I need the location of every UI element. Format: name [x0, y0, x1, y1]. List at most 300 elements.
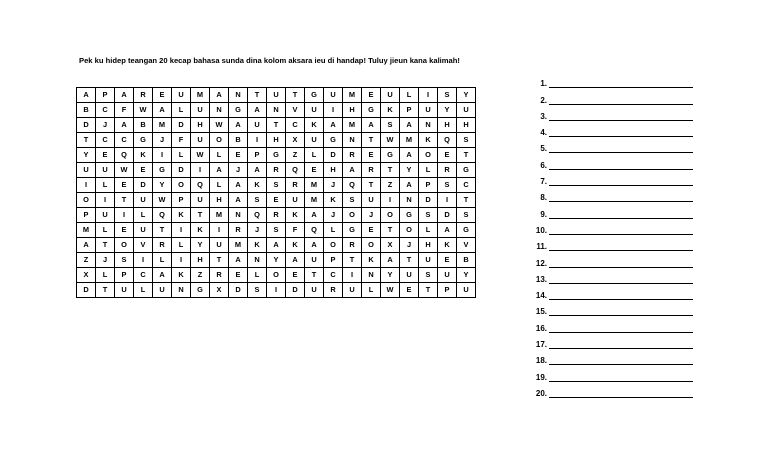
grid-cell[interactable]: Z — [381, 178, 400, 193]
grid-cell[interactable]: N — [172, 283, 191, 298]
grid-cell[interactable]: U — [305, 253, 324, 268]
grid-cell[interactable]: D — [286, 283, 305, 298]
grid-cell[interactable]: A — [324, 118, 343, 133]
grid-cell[interactable]: Q — [343, 178, 362, 193]
grid-cell[interactable]: L — [172, 148, 191, 163]
grid-cell[interactable]: L — [324, 223, 343, 238]
grid-cell[interactable]: Y — [77, 148, 96, 163]
grid-cell[interactable]: L — [419, 163, 438, 178]
grid-cell[interactable]: I — [77, 178, 96, 193]
grid-cell[interactable]: U — [96, 208, 115, 223]
grid-cell[interactable]: A — [229, 193, 248, 208]
grid-cell[interactable]: I — [191, 163, 210, 178]
grid-cell[interactable]: P — [438, 283, 457, 298]
grid-cell[interactable]: G — [324, 133, 343, 148]
grid-cell[interactable]: Q — [153, 208, 172, 223]
grid-cell[interactable]: L — [248, 268, 267, 283]
grid-cell[interactable]: U — [134, 223, 153, 238]
grid-cell[interactable]: U — [305, 103, 324, 118]
grid-cell[interactable]: Z — [286, 148, 305, 163]
grid-cell[interactable]: L — [172, 103, 191, 118]
grid-cell[interactable]: L — [305, 148, 324, 163]
grid-cell[interactable]: L — [96, 178, 115, 193]
grid-cell[interactable]: R — [362, 163, 381, 178]
grid-cell[interactable]: J — [400, 238, 419, 253]
grid-cell[interactable]: W — [191, 148, 210, 163]
grid-cell[interactable]: U — [191, 193, 210, 208]
grid-cell[interactable]: U — [191, 133, 210, 148]
grid-cell[interactable]: G — [457, 223, 476, 238]
grid-cell[interactable]: R — [343, 238, 362, 253]
grid-cell[interactable]: O — [115, 238, 134, 253]
grid-cell[interactable]: T — [381, 163, 400, 178]
grid-cell[interactable]: T — [286, 88, 305, 103]
answer-blank-line[interactable] — [549, 224, 693, 235]
grid-cell[interactable]: A — [343, 163, 362, 178]
grid-cell[interactable]: S — [419, 208, 438, 223]
grid-cell[interactable]: U — [400, 268, 419, 283]
grid-cell[interactable]: W — [210, 118, 229, 133]
grid-cell[interactable]: G — [134, 133, 153, 148]
grid-cell[interactable]: T — [115, 193, 134, 208]
grid-cell[interactable]: T — [153, 223, 172, 238]
grid-cell[interactable]: D — [438, 208, 457, 223]
grid-cell[interactable]: P — [400, 103, 419, 118]
grid-cell[interactable]: B — [229, 133, 248, 148]
grid-cell[interactable]: N — [248, 253, 267, 268]
grid-cell[interactable]: M — [191, 88, 210, 103]
grid-cell[interactable]: D — [172, 163, 191, 178]
grid-cell[interactable]: E — [362, 148, 381, 163]
grid-cell[interactable]: T — [362, 178, 381, 193]
grid-cell[interactable]: P — [419, 178, 438, 193]
grid-cell[interactable]: L — [96, 268, 115, 283]
grid-cell[interactable]: R — [134, 88, 153, 103]
grid-cell[interactable]: T — [343, 253, 362, 268]
grid-cell[interactable]: E — [115, 178, 134, 193]
answer-blank-line[interactable] — [549, 289, 693, 300]
grid-cell[interactable]: M — [400, 133, 419, 148]
grid-cell[interactable]: G — [343, 223, 362, 238]
grid-cell[interactable]: A — [115, 88, 134, 103]
grid-cell[interactable]: G — [457, 163, 476, 178]
grid-cell[interactable]: I — [248, 133, 267, 148]
grid-cell[interactable]: K — [191, 223, 210, 238]
grid-cell[interactable]: I — [153, 148, 172, 163]
grid-cell[interactable]: U — [115, 283, 134, 298]
grid-cell[interactable]: I — [115, 208, 134, 223]
grid-cell[interactable]: W — [381, 283, 400, 298]
grid-cell[interactable]: U — [362, 193, 381, 208]
grid-cell[interactable]: Y — [381, 268, 400, 283]
grid-cell[interactable]: T — [419, 283, 438, 298]
grid-cell[interactable]: T — [457, 148, 476, 163]
grid-cell[interactable]: V — [457, 238, 476, 253]
grid-cell[interactable]: T — [305, 268, 324, 283]
grid-cell[interactable]: E — [400, 283, 419, 298]
answer-blank-line[interactable] — [549, 240, 693, 251]
grid-cell[interactable]: X — [77, 268, 96, 283]
grid-cell[interactable]: N — [362, 268, 381, 283]
grid-cell[interactable]: K — [362, 253, 381, 268]
grid-cell[interactable]: J — [362, 208, 381, 223]
grid-cell[interactable]: F — [286, 223, 305, 238]
grid-cell[interactable]: M — [305, 178, 324, 193]
grid-cell[interactable]: C — [96, 133, 115, 148]
answer-blank-line[interactable] — [549, 191, 693, 202]
grid-cell[interactable]: Z — [191, 268, 210, 283]
answer-blank-line[interactable] — [549, 354, 693, 365]
grid-cell[interactable]: C — [286, 118, 305, 133]
grid-cell[interactable]: O — [362, 238, 381, 253]
grid-cell[interactable]: E — [438, 148, 457, 163]
grid-cell[interactable]: O — [77, 193, 96, 208]
grid-cell[interactable]: B — [457, 253, 476, 268]
grid-cell[interactable]: U — [419, 253, 438, 268]
grid-cell[interactable]: T — [96, 238, 115, 253]
grid-cell[interactable]: S — [438, 178, 457, 193]
grid-cell[interactable]: J — [324, 208, 343, 223]
grid-cell[interactable]: G — [381, 148, 400, 163]
grid-cell[interactable]: S — [248, 283, 267, 298]
grid-cell[interactable]: S — [419, 268, 438, 283]
grid-cell[interactable]: S — [457, 208, 476, 223]
grid-cell[interactable]: A — [305, 238, 324, 253]
grid-cell[interactable]: E — [115, 223, 134, 238]
grid-cell[interactable]: P — [77, 208, 96, 223]
grid-cell[interactable]: Q — [191, 178, 210, 193]
grid-cell[interactable]: O — [172, 178, 191, 193]
grid-cell[interactable]: K — [419, 133, 438, 148]
grid-cell[interactable]: D — [134, 178, 153, 193]
grid-cell[interactable]: Y — [438, 103, 457, 118]
grid-cell[interactable]: P — [96, 88, 115, 103]
grid-cell[interactable]: I — [343, 268, 362, 283]
answer-blank-line[interactable] — [549, 159, 693, 170]
grid-cell[interactable]: E — [267, 193, 286, 208]
grid-cell[interactable]: G — [267, 148, 286, 163]
grid-cell[interactable]: U — [96, 163, 115, 178]
grid-cell[interactable]: I — [324, 103, 343, 118]
grid-cell[interactable]: E — [229, 268, 248, 283]
answer-blank-line[interactable] — [549, 110, 693, 121]
grid-cell[interactable]: R — [286, 178, 305, 193]
grid-cell[interactable]: R — [210, 268, 229, 283]
answer-blank-line[interactable] — [549, 77, 693, 88]
grid-cell[interactable]: H — [457, 118, 476, 133]
grid-cell[interactable]: T — [77, 133, 96, 148]
grid-cell[interactable]: I — [438, 193, 457, 208]
grid-cell[interactable]: N — [343, 133, 362, 148]
grid-cell[interactable]: E — [286, 268, 305, 283]
answer-blank-line[interactable] — [549, 142, 693, 153]
grid-cell[interactable]: A — [400, 118, 419, 133]
grid-cell[interactable]: Q — [438, 133, 457, 148]
grid-cell[interactable]: A — [229, 178, 248, 193]
grid-cell[interactable]: G — [191, 283, 210, 298]
grid-cell[interactable]: K — [286, 208, 305, 223]
grid-cell[interactable]: D — [77, 283, 96, 298]
grid-cell[interactable]: J — [229, 163, 248, 178]
grid-cell[interactable]: Y — [191, 238, 210, 253]
grid-cell[interactable]: S — [248, 193, 267, 208]
grid-cell[interactable]: B — [77, 103, 96, 118]
grid-cell[interactable]: K — [134, 148, 153, 163]
grid-cell[interactable]: I — [96, 193, 115, 208]
grid-cell[interactable]: R — [153, 238, 172, 253]
grid-cell[interactable]: U — [191, 103, 210, 118]
grid-cell[interactable]: H — [191, 253, 210, 268]
grid-cell[interactable]: R — [267, 208, 286, 223]
answer-blank-line[interactable] — [549, 322, 693, 333]
grid-cell[interactable]: D — [229, 283, 248, 298]
grid-cell[interactable]: I — [381, 193, 400, 208]
grid-cell[interactable]: R — [343, 148, 362, 163]
grid-cell[interactable]: T — [362, 133, 381, 148]
grid-cell[interactable]: A — [77, 238, 96, 253]
answer-blank-line[interactable] — [549, 338, 693, 349]
grid-cell[interactable]: F — [115, 103, 134, 118]
grid-cell[interactable]: R — [438, 163, 457, 178]
grid-cell[interactable]: M — [343, 118, 362, 133]
grid-cell[interactable]: A — [381, 253, 400, 268]
grid-cell[interactable]: E — [229, 148, 248, 163]
grid-cell[interactable]: U — [134, 193, 153, 208]
grid-cell[interactable]: C — [134, 268, 153, 283]
grid-cell[interactable]: U — [457, 103, 476, 118]
grid-cell[interactable]: E — [134, 163, 153, 178]
grid-cell[interactable]: J — [96, 253, 115, 268]
grid-cell[interactable]: S — [115, 253, 134, 268]
grid-cell[interactable]: U — [172, 88, 191, 103]
grid-cell[interactable]: A — [286, 253, 305, 268]
grid-cell[interactable]: K — [324, 193, 343, 208]
grid-cell[interactable]: U — [324, 88, 343, 103]
grid-cell[interactable]: M — [343, 88, 362, 103]
grid-cell[interactable]: U — [343, 283, 362, 298]
grid-cell[interactable]: T — [400, 253, 419, 268]
grid-cell[interactable]: O — [419, 148, 438, 163]
answer-blank-line[interactable] — [549, 175, 693, 186]
grid-cell[interactable]: A — [305, 208, 324, 223]
grid-cell[interactable]: H — [267, 133, 286, 148]
grid-cell[interactable]: N — [229, 208, 248, 223]
grid-cell[interactable]: Y — [153, 178, 172, 193]
grid-cell[interactable]: A — [210, 163, 229, 178]
grid-cell[interactable]: L — [210, 178, 229, 193]
grid-cell[interactable]: R — [324, 283, 343, 298]
grid-cell[interactable]: K — [248, 238, 267, 253]
grid-cell[interactable]: G — [229, 103, 248, 118]
grid-cell[interactable]: L — [134, 283, 153, 298]
grid-cell[interactable]: L — [153, 253, 172, 268]
grid-cell[interactable]: A — [210, 88, 229, 103]
grid-cell[interactable]: U — [77, 163, 96, 178]
grid-cell[interactable]: X — [286, 133, 305, 148]
grid-cell[interactable]: O — [400, 223, 419, 238]
grid-cell[interactable]: U — [305, 133, 324, 148]
grid-cell[interactable]: A — [362, 118, 381, 133]
grid-cell[interactable]: A — [248, 163, 267, 178]
grid-cell[interactable]: E — [362, 88, 381, 103]
grid-cell[interactable]: L — [400, 88, 419, 103]
grid-cell[interactable]: O — [381, 208, 400, 223]
grid-cell[interactable]: X — [210, 283, 229, 298]
grid-cell[interactable]: J — [153, 133, 172, 148]
answer-blank-line[interactable] — [549, 126, 693, 137]
grid-cell[interactable]: X — [381, 238, 400, 253]
grid-cell[interactable]: S — [438, 88, 457, 103]
grid-cell[interactable]: S — [381, 118, 400, 133]
grid-cell[interactable]: D — [324, 148, 343, 163]
grid-cell[interactable]: W — [115, 163, 134, 178]
grid-cell[interactable]: E — [153, 88, 172, 103]
grid-cell[interactable]: C — [324, 268, 343, 283]
grid-cell[interactable]: L — [210, 148, 229, 163]
grid-cell[interactable]: T — [381, 223, 400, 238]
answer-blank-line[interactable] — [549, 257, 693, 268]
grid-cell[interactable]: C — [115, 133, 134, 148]
grid-cell[interactable]: W — [153, 193, 172, 208]
answer-blank-line[interactable] — [549, 371, 693, 382]
grid-cell[interactable]: G — [305, 88, 324, 103]
grid-cell[interactable]: N — [229, 88, 248, 103]
grid-cell[interactable]: V — [134, 238, 153, 253]
answer-blank-line[interactable] — [549, 387, 693, 398]
grid-cell[interactable]: L — [96, 223, 115, 238]
grid-cell[interactable]: A — [438, 223, 457, 238]
grid-cell[interactable]: H — [210, 193, 229, 208]
grid-cell[interactable]: I — [210, 223, 229, 238]
grid-cell[interactable]: S — [343, 193, 362, 208]
grid-cell[interactable]: M — [77, 223, 96, 238]
grid-cell[interactable]: K — [248, 178, 267, 193]
grid-cell[interactable]: U — [210, 238, 229, 253]
grid-cell[interactable]: S — [457, 133, 476, 148]
grid-cell[interactable]: B — [134, 118, 153, 133]
grid-cell[interactable]: I — [267, 283, 286, 298]
grid-cell[interactable]: U — [248, 118, 267, 133]
grid-cell[interactable]: H — [438, 118, 457, 133]
grid-cell[interactable]: L — [172, 238, 191, 253]
grid-cell[interactable]: Q — [305, 223, 324, 238]
grid-cell[interactable]: P — [324, 253, 343, 268]
grid-cell[interactable]: A — [400, 148, 419, 163]
grid-cell[interactable]: T — [267, 118, 286, 133]
grid-cell[interactable]: P — [115, 268, 134, 283]
grid-cell[interactable]: J — [248, 223, 267, 238]
grid-cell[interactable]: O — [267, 268, 286, 283]
grid-cell[interactable]: Y — [457, 268, 476, 283]
grid-cell[interactable]: Y — [400, 163, 419, 178]
grid-cell[interactable]: U — [381, 88, 400, 103]
grid-cell[interactable]: U — [305, 283, 324, 298]
answer-blank-line[interactable] — [549, 273, 693, 284]
grid-cell[interactable]: U — [438, 268, 457, 283]
grid-cell[interactable]: D — [419, 193, 438, 208]
grid-cell[interactable]: A — [400, 178, 419, 193]
grid-cell[interactable]: A — [248, 103, 267, 118]
grid-cell[interactable]: A — [77, 88, 96, 103]
grid-cell[interactable]: C — [457, 178, 476, 193]
grid-cell[interactable]: S — [267, 178, 286, 193]
grid-cell[interactable]: G — [362, 103, 381, 118]
grid-cell[interactable]: Q — [248, 208, 267, 223]
grid-cell[interactable]: W — [134, 103, 153, 118]
grid-cell[interactable]: U — [419, 103, 438, 118]
grid-cell[interactable]: P — [248, 148, 267, 163]
grid-cell[interactable]: S — [267, 223, 286, 238]
grid-cell[interactable]: N — [210, 103, 229, 118]
grid-cell[interactable]: Y — [457, 88, 476, 103]
grid-cell[interactable]: F — [172, 133, 191, 148]
grid-cell[interactable]: E — [305, 163, 324, 178]
grid-cell[interactable]: D — [77, 118, 96, 133]
grid-cell[interactable]: N — [419, 118, 438, 133]
grid-cell[interactable]: T — [210, 253, 229, 268]
grid-cell[interactable]: E — [438, 253, 457, 268]
grid-cell[interactable]: M — [153, 118, 172, 133]
grid-cell[interactable]: R — [229, 223, 248, 238]
grid-cell[interactable]: M — [305, 193, 324, 208]
grid-cell[interactable]: O — [324, 238, 343, 253]
grid-cell[interactable]: R — [267, 163, 286, 178]
grid-cell[interactable]: K — [438, 238, 457, 253]
grid-cell[interactable]: A — [267, 238, 286, 253]
answer-blank-line[interactable] — [549, 208, 693, 219]
grid-cell[interactable]: Q — [286, 163, 305, 178]
grid-cell[interactable]: W — [381, 133, 400, 148]
grid-cell[interactable]: M — [229, 238, 248, 253]
grid-cell[interactable]: H — [343, 103, 362, 118]
grid-cell[interactable]: I — [419, 88, 438, 103]
grid-cell[interactable]: I — [172, 223, 191, 238]
grid-cell[interactable]: E — [96, 148, 115, 163]
grid-cell[interactable]: V — [286, 103, 305, 118]
grid-cell[interactable]: J — [324, 178, 343, 193]
grid-cell[interactable]: Y — [267, 253, 286, 268]
grid-cell[interactable]: Z — [77, 253, 96, 268]
grid-cell[interactable]: O — [210, 133, 229, 148]
grid-cell[interactable]: A — [115, 118, 134, 133]
grid-cell[interactable]: E — [362, 223, 381, 238]
grid-cell[interactable]: H — [324, 163, 343, 178]
grid-cell[interactable]: N — [400, 193, 419, 208]
grid-cell[interactable]: O — [343, 208, 362, 223]
grid-cell[interactable]: U — [267, 88, 286, 103]
grid-cell[interactable]: K — [286, 238, 305, 253]
grid-cell[interactable]: T — [191, 208, 210, 223]
grid-cell[interactable]: H — [419, 238, 438, 253]
grid-cell[interactable]: I — [172, 253, 191, 268]
grid-cell[interactable]: K — [381, 103, 400, 118]
grid-cell[interactable]: A — [153, 268, 172, 283]
grid-cell[interactable]: G — [400, 208, 419, 223]
grid-cell[interactable]: A — [229, 118, 248, 133]
grid-cell[interactable]: U — [286, 193, 305, 208]
answer-blank-line[interactable] — [549, 94, 693, 105]
grid-cell[interactable]: L — [362, 283, 381, 298]
grid-cell[interactable]: A — [153, 103, 172, 118]
grid-cell[interactable]: T — [96, 283, 115, 298]
grid-cell[interactable]: U — [457, 283, 476, 298]
grid-cell[interactable]: I — [134, 253, 153, 268]
grid-cell[interactable]: K — [172, 268, 191, 283]
grid-cell[interactable]: T — [248, 88, 267, 103]
grid-cell[interactable]: H — [191, 118, 210, 133]
grid-cell[interactable]: K — [172, 208, 191, 223]
answer-blank-line[interactable] — [549, 305, 693, 316]
